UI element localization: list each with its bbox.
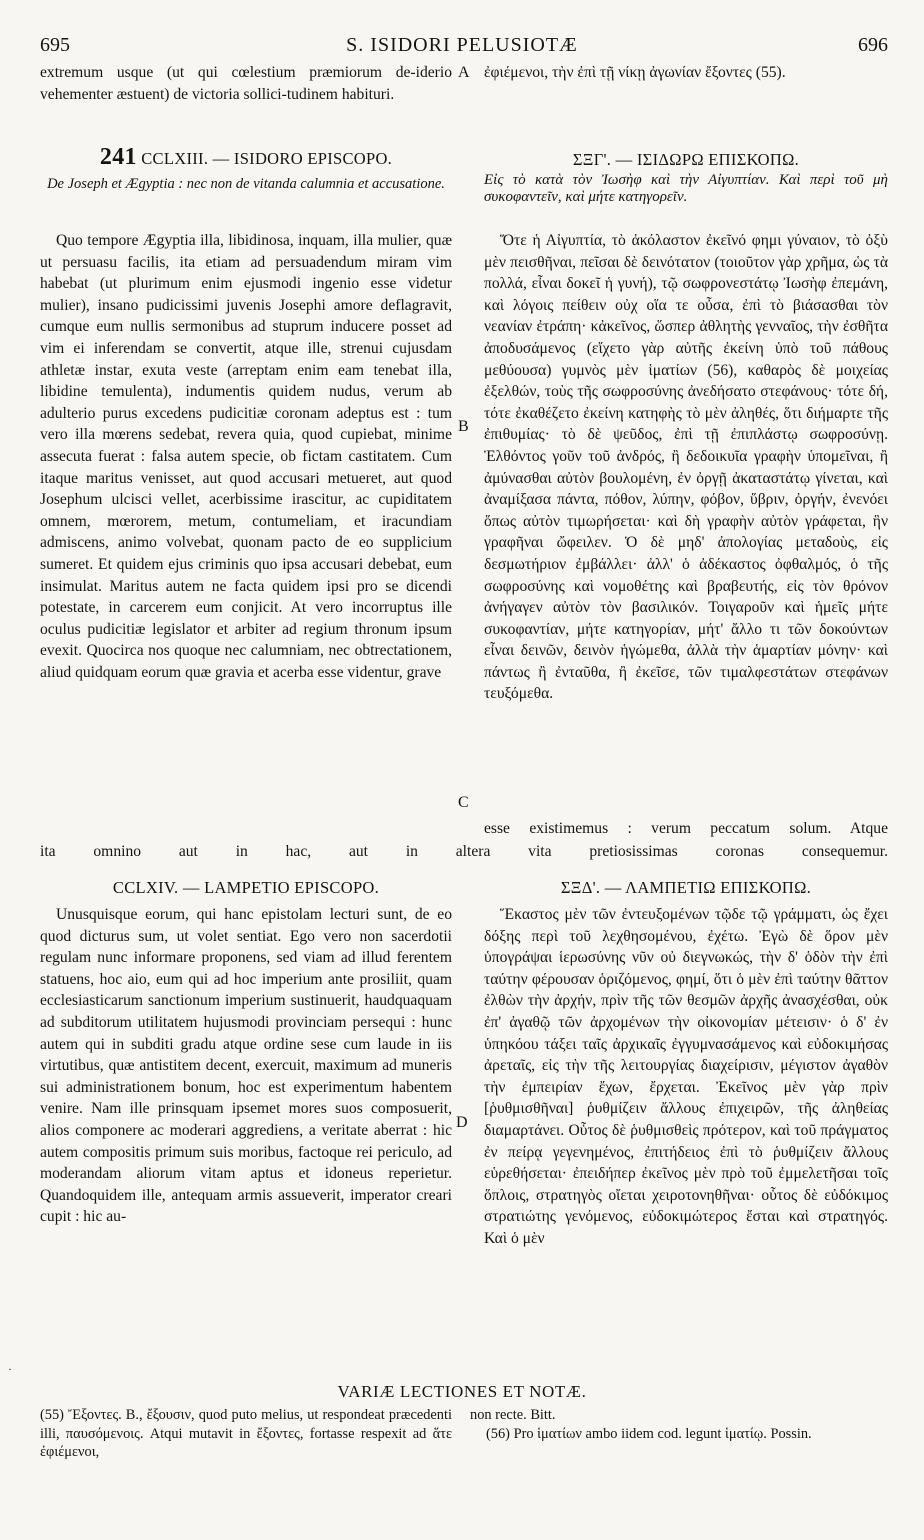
letter-263-closing-line: ita omnino aut in hac, aut in altera vita pretiosissimas coronas consequemur. [40,843,888,860]
margin-marker-d: D [456,1114,468,1131]
notes-title: VARIÆ LECTIONES ET NOTÆ. [337,1382,587,1401]
margin-marker-c: C [458,794,469,811]
top-greek-continuation: ἐφιέμενοι, τὴν ἐπὶ τῇ νίκῃ ἀγωνίαν ἔξοντες (55). [484,64,786,81]
letter-263-latin-body: Quo tempore Ægyptia illa, libidinosa, inquam, illa mulier, quæ ut persuasu facilis, ita etiam ad persuadendum miram vim habebat (ut plurimum enim ejusmodi ingenio esse videtur mulier), insano pudicissimi juvenis Josephi amore deflagravit, cumque eum nullis sermonibus ad stuprum inducere posset ad vim ei inferendam se convertit, atque ille, strenui cujusdam athletæ instar, exuta veste (arreptam enim eam tenebat illa, libidine temulenta), indumentis quidem nudus, verum ab adulterio purus excedens pudicitiæ coronam adeptus est : tum vero illa mœrens sedebat, revera quia, quod cupiebat, minime assecuta fuerat : falsa autem specie, ob fictam castitatem. Cum itaque maritus venisset, aut quod accusari metueret, aut quod Josephum ulcisci vellet, acerbissime irascitur, ac cupiditatem omnem, mœrorem, metum, contumeliam, et iracundiam admiscens, animo volvebat, quonam pacto de eo supplicium sumeret. Et quidem ejus criminis quo ipsa accusari debebat, eum insimulat. Maritus autem ne facta quidem ipsi pro se dicendi potestate, in carcerem eum conjicit. At vero incorruptus ille oculus pudicitiæ legislator et arbiter ad regium thronum ipsum evexit. Quocirca nos quoque nec calumniam, nec obtrectationem, aliud quidquam eorum quæ gravia et acerba esse videntur, grave [40,232,452,681]
running-header [0,34,924,60]
letter-263-greek-subtitle: Εἰς τὸ κατὰ τὸν Ἰωσὴφ καὶ τὴν Αἰγυπτίαν. Καὶ περὶ τοῦ μὴ συκοφαντεῖν, καὶ μήτε κατηγορεῖν. [484,172,888,205]
note-55-continuation: non recte. Bitt. [470,1407,556,1423]
letter-263-latin-heading [40,146,452,171]
top-latin-continuation: extremum usque (ut qui cœlestium præmiorum de-iderio vehementer æstuent) de victoria sollici-tudinem habituri. [40,64,452,104]
latin-heading-text: CCLXIII. — ISIDORO EPISCOPO. [141,149,393,168]
margin-marker-b: B [458,418,469,435]
letter-264-greek-body: Ἕκαστος μὲν τῶν ἐντευξομένων τῷδε τῷ γράμματι, ὡς ἔχει δόξης περὶ τοῦ λεχθησομένου, ἐχέτω. Ἐγὼ δὲ ὅρον μὲν ὑπογράψαι ἱερωσύνης νῦν οὐ διεγνωκώς, τὴν δ' ὁδὸν τὴν ἐπὶ ταύτην φέρουσαν ὁριζόμενος, φημί, ὅτι ὁ μὲν ἐπὶ ταύτην θᾶττον ἐλθὼν τὴν ἀρχήν, πρὶν τῆς τῶν θεσμῶν ἀρχῆς ἀνασχέσθαι, οὐκ ἐπ' ἀγαθῷ τῶν ἀρχομένων τὴν οἰκονομίαν μέτεισιν· ὁ δ' ἐν ὑπηκόου τάξει ταῖς ἀρχικαῖς ἐγγυμνασάμενος καὶ εὐδοκιμήσας ἀρεταῖς, εἰς τὴν τῆς λειτουργίας διαχείρισιν, μέγιστον ἀγαθὸν τὴν ἐμπειρίαν ἔχων, ἔρχεται. Ἐκεῖνος μὲν γὰρ πρὶν [ῥυθμισθῆναι] ῥυθμίζειν ἄλλους ἐπιχειρῶν, τῆς ἀληθείας διαμαρτάνει. Οὗτος δὲ ῥυθμισθεὶς πρότερον, καὶ τοῦ πράγματος ἐν πείρᾳ γεγενημένος, ἐπιτήδειος ἐπὶ τὸ ῥυθμίζειν ἄλλους εὑρεθήσεται· ἐπειδήπερ ἐκεῖνος μὲν πρὸ τοῦ ἐμμελετῆσαι τοῖς ὅπλοις, στρατηγὸς οἴεται χειροτονηθῆναι· οὗτος δὲ εὐδόκιμος στρατιώτης γενόμενος, εὐδοκιμώτερος ἔσται καὶ στρατηγός. Καὶ ὁ μὲν [484,906,888,1247]
letter-263-greek-body: Ὅτε ἡ Αἰγυπτία, τὸ ἀκόλαστον ἐκεῖνό φημι γύναιον, τὸ ὀξὺ μὲν πεισθῆναι, πεῖσαι δὲ δεινότατον (τοιοῦτον γὰρ χρῆμα, ὡς τὰ πολλά, εἶναι δοκεῖ ἡ γυνή), τῷ σωφρονεστάτῳ Ἰωσὴφ ἐπεμάνη, καὶ λόγοις πείθειν οὐχ οἵα τε οὖσα, ἐπὶ τὸ βιάσασθαι τὸν νεανίαν ἐτράπη· κἀκεῖνος, ὥσπερ ἀθλητὴς γενναῖος, τὴν ἐσθῆτα ἀποδυσάμενος (εἴχετο γὰρ αὐτῆς ἐκείνη ὑπὸ τοῦ πάθους μεθύουσα) γυμνὸς μὲν ἱματίων (56), καθαρὸς δὲ μοιχείας ἐξελθών, τοὺς τῆς σωφροσύνης ἀνεδήσατο στεφάνους· τότε δή, τότε ἐκαθέζετο ἐκείνη κατηφὴς τὸ μὲν ἀληθές, ὅτι διήμαρτε τῆς ἐπιθυμίας· τὸ δὲ ψεῦδος, ἐπὶ τῇ ἐπιπλάστῳ σωφροσύνῃ. Ἐλθόντος γοῦν τοῦ ἀνδρός, ἢ δεδοικυῖα γραφὴν ὑπομεῖναι, ἢ ἀμύνασθαι αὐτὸν βουλομένη, ἐν ὀργῇ ἀκαταστάτῳ γίνεται, καὶ ἀναμίξασα πάντα, πόθον, λύπην, φόβον, ὕβριν, ὀργήν, ἐνενόει ὅπως αὐτὸν τιμωρήσεται· καὶ δὴ γραφὴν αὐτὸν γράφεται, ἣν γραφῆναι ὤφειλεν. Ὁ δὲ μηδ' ἀπολογίας μεταδοὺς, εἰς δεσμωτήριον ἐμβάλλει· ἀλλ' ὁ ἀδέκαστος ὀφθαλμός, ὁ τῆς σωφροσύνης καὶ νομοθέτης καὶ βραβευτής, εἰς τὸν θρόνον ἀνήγαγεν αὐτὸν τὸν βασιλικόν. Τοιγαροῦν καὶ ἡμεῖς μήτε συκοφαντίαν, μήτε κατηγορίαν, μήτ' ἄλλο τι τῶν δοκούντων εἶναι δεινῶν, δεινὸν ἡγώμεθα, ἀλλὰ τὴν ἁμαρτίαν μόνην· καὶ πάντως ἢ ἐνταῦθα, ἢ ἐκεῖσε, τῶν τιμαλφεστάτων στεφάνων τευξόμεθα. [484,232,888,703]
letter-263-greek-heading: ΣΞΓ'. — ΙΣΙΔΩΡΩ ΕΠΙΣΚΟΠΩ. [572,150,800,169]
stray-mark: · [8,1362,12,1376]
note-55: (55) Ἔξοντες. B., ἔξουσιν, quod puto melius, ut respondeat præcedenti illi, παυσόμενοις. Atqui mutavit in ἔξοντες, fortasse respexit ad ἅτε ἐφιέμενοι, [40,1407,452,1461]
notes-right [470,1406,888,1443]
margin-marker-a: A [458,64,470,81]
letter-263-latin-subtitle: De Joseph et Ægyptia : nec non de vitanda calumnia et accusatione. [47,176,445,192]
letter-number: 241 [99,144,137,170]
letter-264-latin-heading: CCLXIV. — LAMPETIO EPISCOPO. [112,878,380,897]
page-number-left: 695 [40,34,70,56]
note-56: (56) Pro ἱματίων ambo iidem cod. legunt ἱματίῳ. Possin. [486,1425,812,1442]
running-title: S. ISIDORI PELUSIOTÆ [346,34,578,56]
letter-264-greek-heading: ΣΞΔ'. — ΛΑΜΠΕΤΙΩ ΕΠΙΣΚΟΠΩ. [560,878,812,897]
letter-264-latin-body: Unusquisque eorum, qui hanc epistolam lecturi sunt, de eo quod dicturus sum, ut volet sentiat. Ego vero non sacerdotii regulam nunc informare proponens, sed viam ad illud ferentem statuens, hoc aio, eum qui ad hoc imperium ante prosiliit, quam ecclesiasticarum sanctionum imperium sustinuerit, haudquaquam ad subditorum utilitatem hujusmodi provinciam persequi : hunc autem qui in subditi gradu atque ordine sese cum laude in iis virtutibus, quæ antistitem decent, exercuit, maximum ad muneris sui administrationem bonum, hoc est experimentum habentem venire. Nam ille prinsquam ipsemet mores suos composuerit, alios componere ac moderari aggrediens, a veritate aberrat : hic autem compositis primum suis moribus, factoque rei periculo, ad moderandam aliorum vitam aptus et idoneus reperietur. Quandoquidem ille, antequam armis assueverit, imperator creari cupit : hic au- [40,906,452,1226]
page-number-right: 696 [858,34,888,56]
letter-263-greek-side-closing: esse existimemus : verum peccatum solum. Atque [484,820,888,837]
